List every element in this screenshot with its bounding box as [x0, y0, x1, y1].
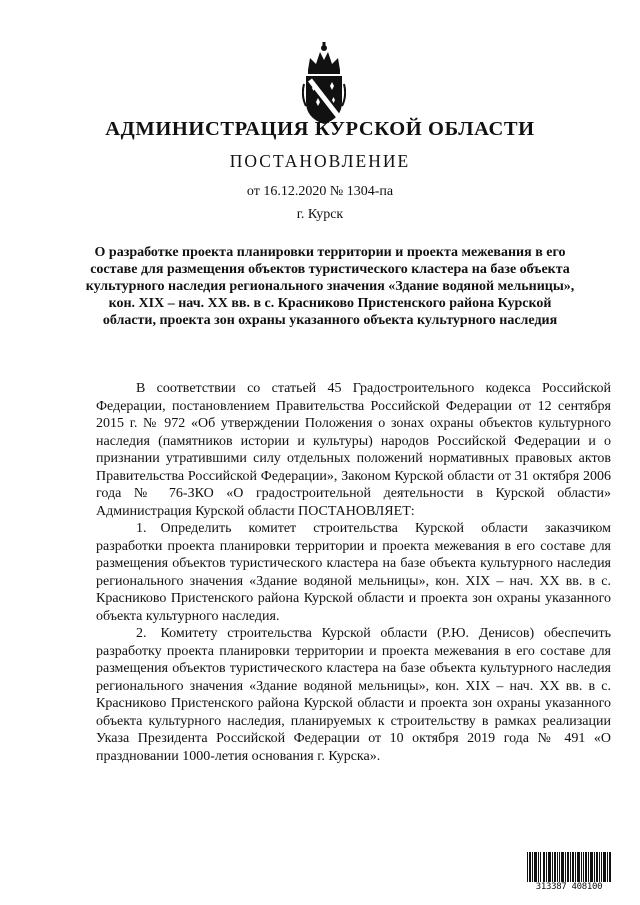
preamble-paragraph: В соответствии со статьей 45 Градостроительного кодекса Российской Федерации, постановлением Правительства Российской Федерации от 12 сентября 2015 г. № 972 «Об утверждении Положения о зонах охраны объектов культурного наследия (памятников истории и культуры) народов Российской Федерации и о признании утратившими силу отдельных положений нормативных правовых актов Правительства Российской Федерации», Законом Курской области от 31 октября 2006 года № 76-ЗКО «О градостроительной деятельности в Курской области» Администрация Курской области ПОСТАНОВЛЯЕТ: — [96, 381, 611, 519]
kursk-coat-of-arms-icon — [302, 40, 346, 126]
document-date-number: от 16.12.2020 № 1304-па — [246, 184, 394, 199]
item-paragraph-1: 1. Определить комитет строительства Курской области заказчиком разработки проекта планировки территории и проекта межевания в его составе для размещения объектов туристического кластера на базе объекта культурного наследия регионального значения «Здание водяной мельницы», кон. XIX – нач. XX вв. в с. Красниково Пристенского района Курской области и проекта зон охраны указанного объекта культурного наследия. — [96, 521, 611, 624]
barcode — [526, 852, 612, 894]
barcode-number: 313387 408100 — [535, 882, 603, 892]
document-subject: О разработке проекта планировки территории и проекта межевания в его составе для размещения объектов туристического кластера на базе объекта культурного наследия регионального значения «Здание водяной мельницы», кон. XIX – нач. XX вв. в с. Красниково Пристенского района Курской области, проекта зон охраны указанного объекта культурного наследия — [85, 245, 575, 328]
document-body — [96, 380, 611, 765]
document-type: ПОСТАНОВЛЕНИЕ — [229, 151, 411, 171]
barcode-icon — [526, 852, 612, 882]
organization-name: АДМИНИСТРАЦИЯ КУРСКОЙ ОБЛАСТИ — [105, 118, 535, 140]
item-paragraph-2: 2. Комитету строительства Курской области (Р.Ю. Денисов) обеспечить разработку проекта планировки территории и проекта межевания в его составе для размещения объектов туристического кластера на базе объекта культурного наследия регионального значения «Здание водяной мельницы», кон. XIX – нач. XX вв. в с. Красниково Пристенского района Курской области и проекта зон охраны указанного объекта культурного наследия, планируемых к строительству в рамках реализации Указа Президента Российской Федерации от 10 октября 2019 года № 491 «О праздновании 1000-летия основания г. Курска». — [96, 626, 611, 764]
document-city: г. Курск — [296, 207, 344, 222]
